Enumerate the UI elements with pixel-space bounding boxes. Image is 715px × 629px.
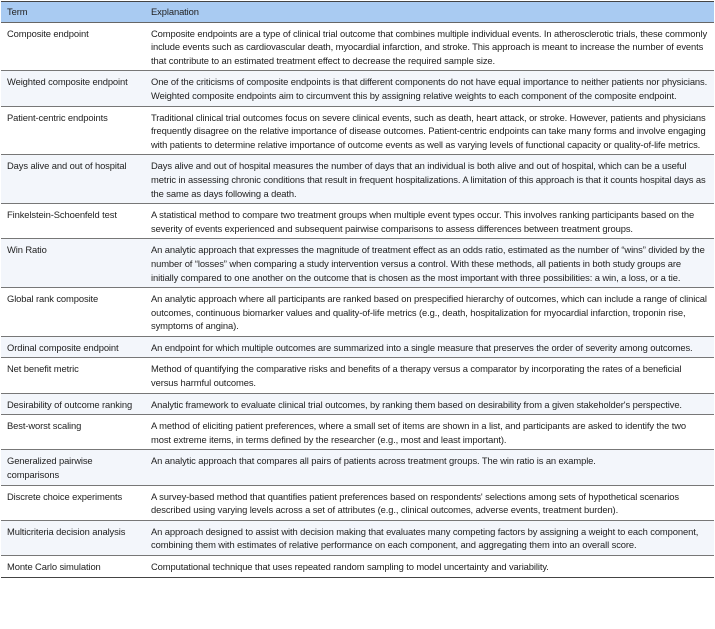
explanation-cell: A statistical method to compare two treatment groups when multiple event types occur. This involves ranking participants based on the severity of events experienced and subsequent pairwise comparisons to assess differences between treatment groups.	[145, 204, 714, 239]
term-cell: Generalized pairwise comparisons	[1, 450, 145, 485]
term-cell: Net benefit metric	[1, 358, 145, 393]
explanation-cell: An analytic approach where all participants are ranked based on prespecified hierarchy of outcomes, which can include a range of clinical outcomes, continuous biomarker values and quality-of-life metrics (e.g., death, hospitalization for myocardial infarction, troponin rise, symptoms of angina).	[145, 288, 714, 337]
table-row	[1, 450, 714, 485]
table-body	[1, 22, 714, 577]
term-cell: Desirability of outcome ranking	[1, 393, 145, 415]
explanation-cell: An endpoint for which multiple outcomes are summarized into a single measure that preserves the order of severity among outcomes.	[145, 336, 714, 358]
explanation-cell: Method of quantifying the comparative risks and benefits of a therapy versus a comparator by incorporating the rates of a beneficial versus harmful outcomes.	[145, 358, 714, 393]
term-cell: Days alive and out of hospital	[1, 155, 145, 204]
explanation-cell: Traditional clinical trial outcomes focus on severe clinical events, such as death, heart attack, or stroke. However, patients and physicians frequently disagree on the relative importance of disease outcomes. Patient-centric endpoints can take many forms and involve engaging with patients to determine relative importance of outcome events as well as varying levels of functional capacity or quality-of-life metrics.	[145, 106, 714, 155]
table-row	[1, 485, 714, 520]
explanation-cell: Composite endpoints are a type of clinical trial outcome that combines multiple individual events. In atherosclerotic trials, these commonly include events such as cardiovascular death, myocardial infarction, and stroke. This approach is meant to increase the number of events that contribute to an estimated treatment effect to decrease the required sample size.	[145, 22, 714, 71]
table-row	[1, 239, 714, 288]
explanation-cell: Days alive and out of hospital measures the number of days that an individual is both alive and out of hospital, which can be a useful metric in assessing chronic conditions that result in frequent hospitalizations. A limitation of this approach is that it counts hospital days as the same as days following a death.	[145, 155, 714, 204]
glossary-table	[1, 1, 714, 578]
table-row	[1, 556, 714, 578]
explanation-cell: An analytic approach that compares all pairs of patients across treatment groups. The win ratio is an example.	[145, 450, 714, 485]
table-row	[1, 288, 714, 337]
term-cell: Best-worst scaling	[1, 415, 145, 450]
table-row	[1, 22, 714, 71]
explanation-cell: One of the criticisms of composite endpoints is that different components do not have equal importance to neither patients nor physicians. Weighted composite endpoints aim to circumvent this by assigning relative weights to each component of the composite endpoint.	[145, 71, 714, 106]
table-row	[1, 415, 714, 450]
term-cell: Patient-centric endpoints	[1, 106, 145, 155]
explanation-cell: A method of eliciting patient preferences, where a small set of items are shown in a list, and participants are asked to identify the two most extreme items, in terms defined by the researcher (e.g., most and least important).	[145, 415, 714, 450]
term-cell: Weighted composite endpoint	[1, 71, 145, 106]
term-cell: Multicriteria decision analysis	[1, 520, 145, 555]
table-row	[1, 106, 714, 155]
column-header-explanation: Explanation	[145, 2, 714, 23]
explanation-cell: An analytic approach that expresses the magnitude of treatment effect as an odds ratio, estimated as the number of “wins” divided by the number of “losses” when comparing a study intervention versus a control. With these methods, all patients in both study groups are initially compared to one another on the outcome that is chosen as the most important with three possibilities: a win, a loss, or a tie.	[145, 239, 714, 288]
term-cell: Win Ratio	[1, 239, 145, 288]
table-row	[1, 155, 714, 204]
table-row	[1, 204, 714, 239]
term-cell: Composite endpoint	[1, 22, 145, 71]
term-cell: Global rank composite	[1, 288, 145, 337]
explanation-cell: An approach designed to assist with decision making that evaluates many competing factors by assigning a weight to each component, combining them with estimates of relative performance on each component, and aggregating them into an overall score.	[145, 520, 714, 555]
term-cell: Monte Carlo simulation	[1, 556, 145, 578]
explanation-cell: Computational technique that uses repeated random sampling to model uncertainty and variability.	[145, 556, 714, 578]
table-row	[1, 393, 714, 415]
explanation-cell: A survey-based method that quantifies patient preferences based on respondents' selections among sets of hypothetical scenarios described using varying levels across a set of attributes (e.g., clinical outcomes, adverse events, treatment burden).	[145, 485, 714, 520]
table-row	[1, 358, 714, 393]
explanation-cell: Analytic framework to evaluate clinical trial outcomes, by ranking them based on desirability from a given stakeholder's perspective.	[145, 393, 714, 415]
table-row	[1, 71, 714, 106]
table-row	[1, 336, 714, 358]
term-cell: Finkelstein-Schoenfeld test	[1, 204, 145, 239]
term-cell: Ordinal composite endpoint	[1, 336, 145, 358]
term-cell: Discrete choice experiments	[1, 485, 145, 520]
table-header-row	[1, 2, 714, 23]
table-row	[1, 520, 714, 555]
column-header-term: Term	[1, 2, 145, 23]
